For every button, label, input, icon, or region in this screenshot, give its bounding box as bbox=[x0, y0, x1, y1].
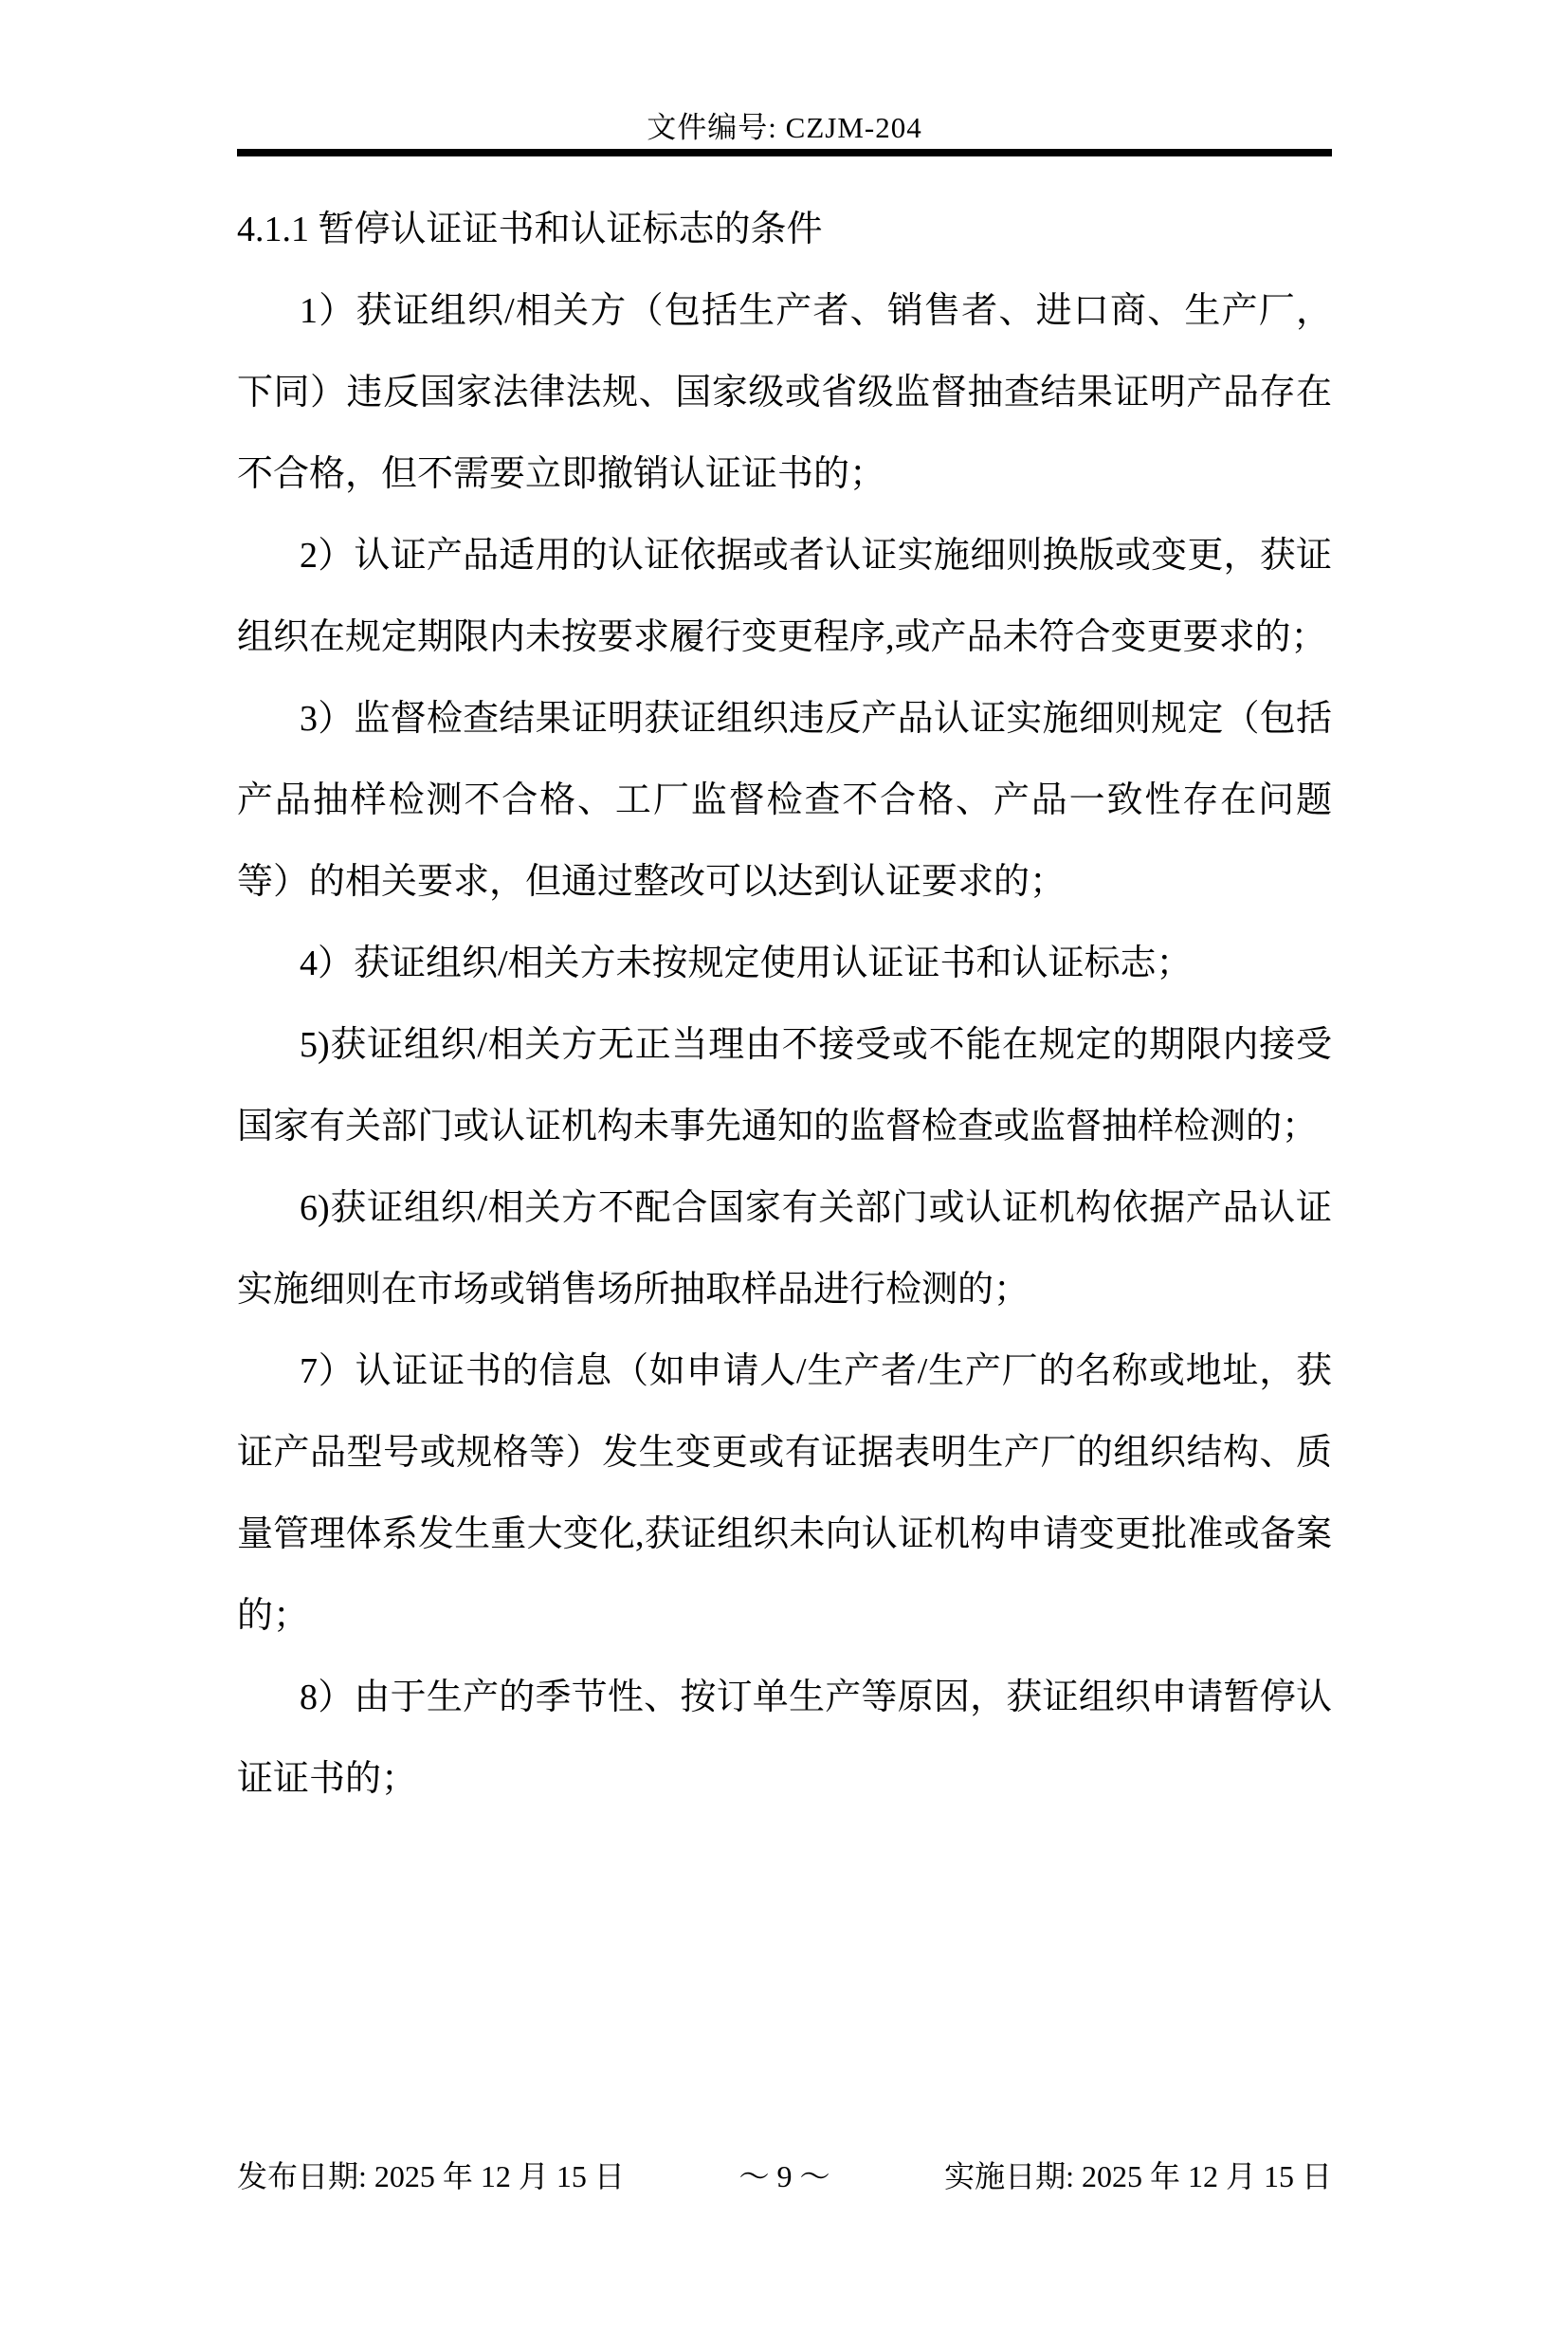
doc-number-label: 文件编号: CZJM-204 bbox=[647, 111, 922, 144]
paragraph-list bbox=[237, 270, 1332, 1820]
paragraph: 1）获证组织/相关方（包括生产者、销售者、进口商、生产厂，下同）违反国家法律法规、国家级或省级监督抽查结果证明产品存在不合格，但不需要立即撤销认证证书的； bbox=[237, 291, 1332, 494]
release-date-label: 发布日期: 2025 年 12 月 15 日 bbox=[237, 2159, 625, 2193]
paragraph: 5)获证组织/相关方无正当理由不接受或不能在规定的期限内接受国家有关部门或认证机构未事先通知的监督检查或监督抽样检测的； bbox=[237, 1025, 1332, 1146]
paragraph: 7）认证证书的信息（如申请人/生产者/生产厂的名称或地址，获证产品型号或规格等）发生变更或有证据表明生产厂的组织结构、质量管理体系发生重大变化,获证组织未向认证机构申请变更批准或备案的； bbox=[237, 1351, 1332, 1636]
paragraph: 3）监督检查结果证明获证组织违反产品认证实施细则规定（包括产品抽样检测不合格、工厂监督检查不合格、产品一致性存在问题等）的相关要求，但通过整改可以达到认证要求的； bbox=[237, 699, 1332, 902]
implement-date-label: 实施日期: 2025 年 12 月 15 日 bbox=[944, 2159, 1332, 2193]
section-title: 4.1.1 暂停认证证书和认证标志的条件 bbox=[237, 210, 823, 249]
paragraph: 2）认证产品适用的认证依据或者认证实施细则换版或变更，获证组织在规定期限内未按要求履行变更程序,或产品未符合变更要求的； bbox=[237, 536, 1332, 657]
document-page bbox=[0, 111, 1568, 2193]
paragraph: 8）由于生产的季节性、按订单生产等原因，获证组织申请暂停认证证书的； bbox=[237, 1678, 1332, 1799]
document-header bbox=[237, 111, 1332, 156]
paragraph: 6)获证组织/相关方不配合国家有关部门或认证机构依据产品认证实施细则在市场或销售场所抽取样品进行检测的； bbox=[237, 1188, 1332, 1310]
page-number: ～ 9 ～ bbox=[738, 2159, 830, 2193]
document-body bbox=[237, 156, 1332, 1820]
paragraph: 4）获证组织/相关方未按规定使用认证证书和认证标志； bbox=[300, 944, 1193, 983]
document-footer bbox=[237, 2157, 1332, 2195]
